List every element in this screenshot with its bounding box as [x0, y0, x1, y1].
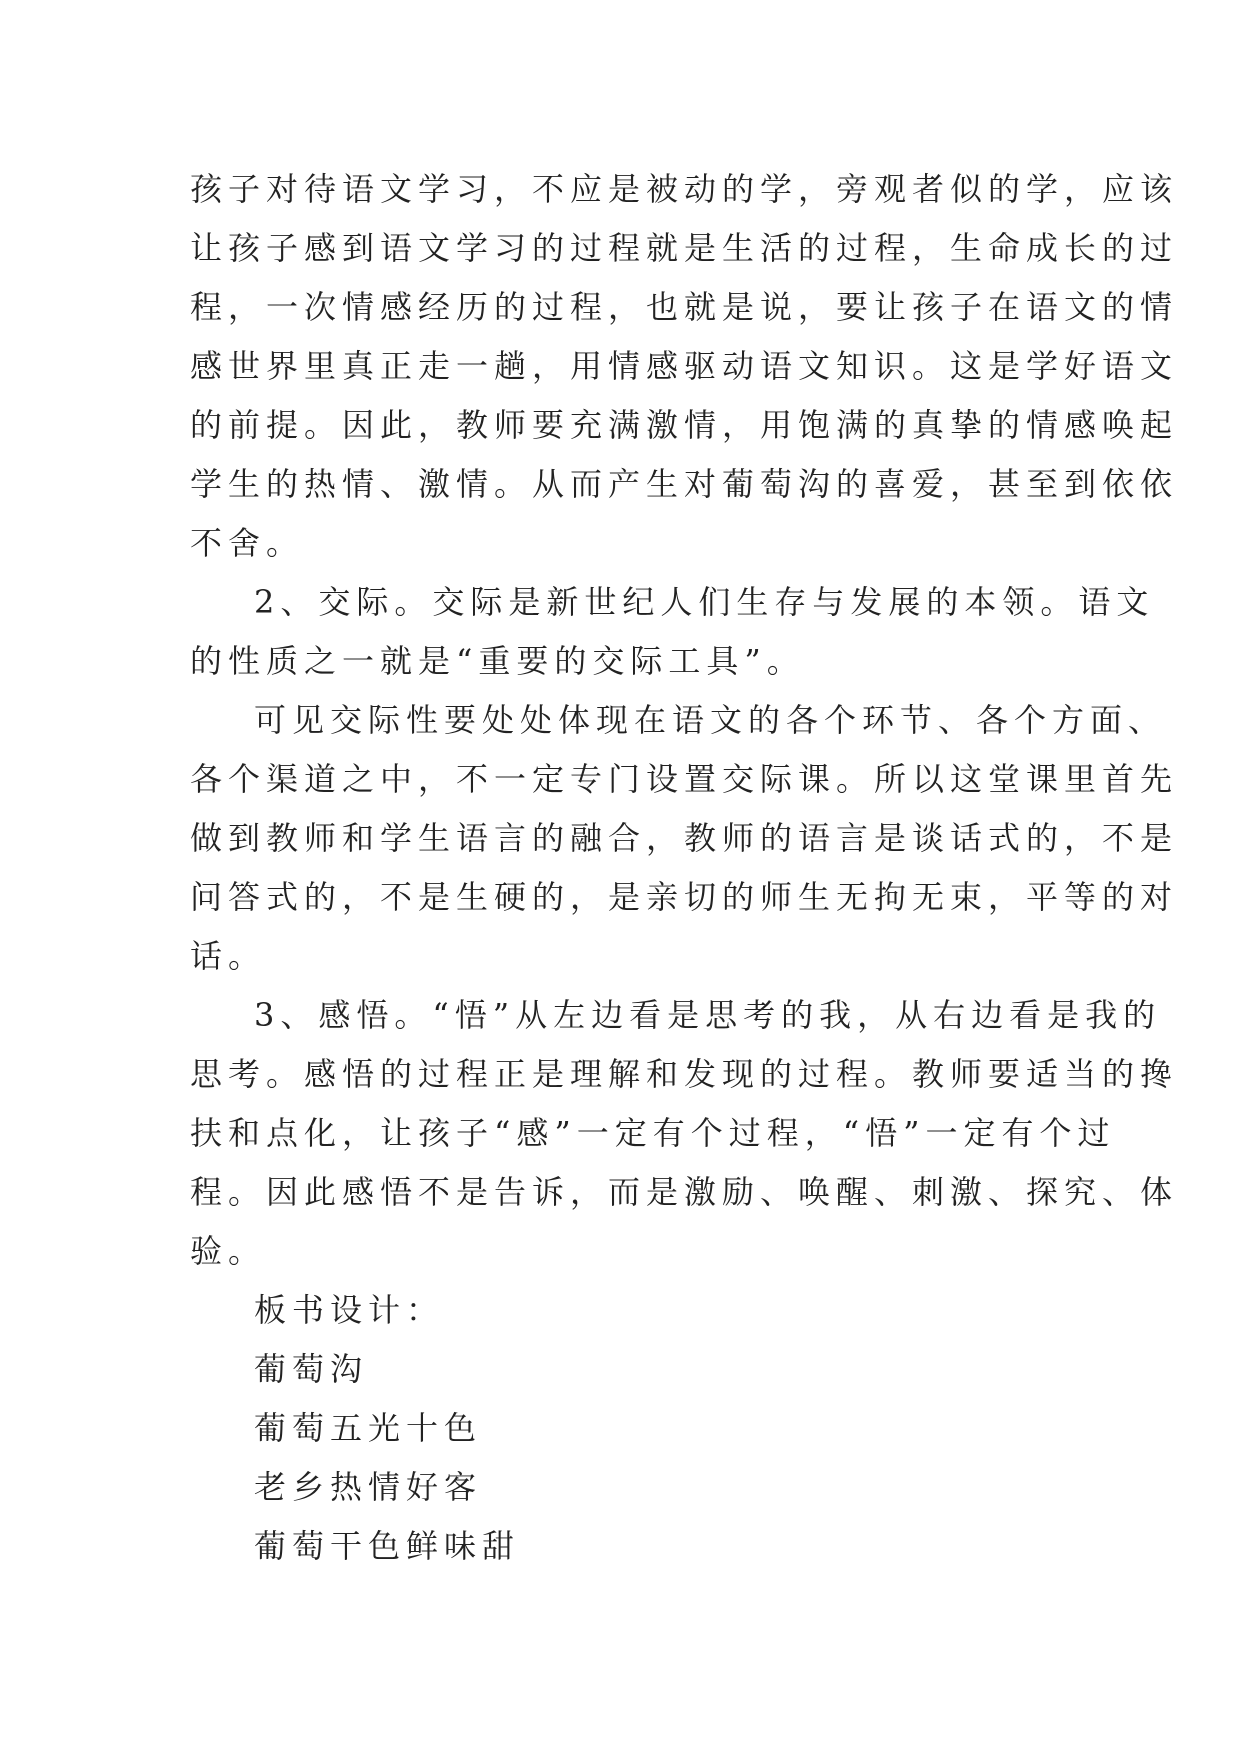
text-line: 不舍。: [190, 524, 305, 562]
text-line: 让孩子感到语文学习的过程就是生活的过程，生命成长的过: [190, 229, 1179, 267]
text-line: 老乡热情好客: [254, 1468, 483, 1506]
text-line: 扶和点化，让孩子“感”一定有个过程，“悟”一定有个过: [190, 1114, 1116, 1152]
text-line: 葡萄沟: [254, 1350, 369, 1388]
text-line: 程，一次情感经历的过程，也就是说，要让孩子在语文的情: [190, 288, 1179, 326]
text-line: 验。: [190, 1232, 267, 1270]
text-line: 感世界里真正走一趟，用情感驱动语文知识。这是学好语文: [190, 347, 1179, 385]
text-line: 各个渠道之中，不一定专门设置交际课。所以这堂课里首先: [190, 760, 1179, 798]
paragraph-continuation: [190, 160, 1179, 573]
document-body: [190, 160, 1179, 1576]
text-line: 话。: [190, 937, 267, 975]
text-line: 葡萄五光十色: [254, 1409, 483, 1447]
blackboard-line-2: [190, 1458, 1060, 1517]
paragraph-communication: [190, 573, 1155, 691]
text-line: 程。因此感悟不是告诉，而是激励、唤醒、刺激、探究、体: [190, 1173, 1179, 1211]
text-line: 葡萄干色鲜味甜: [254, 1527, 521, 1565]
text-line: 学生的热情、激情。从而产生对葡萄沟的喜爱，甚至到依依: [190, 465, 1179, 503]
text-line: 3、感悟。“悟”从左边看是思考的我，从右边看是我的: [254, 996, 1162, 1034]
blackboard-line-title: [190, 1340, 1060, 1399]
text-line: 2、交际。交际是新世纪人们生存与发展的本领。语文: [254, 583, 1155, 621]
paragraph-insight: [190, 986, 1179, 1281]
text-line: 问答式的，不是生硬的，是亲切的师生无拘无束，平等的对: [190, 878, 1179, 916]
text-line: 思考。感悟的过程正是理解和发现的过程。教师要适当的搀: [190, 1055, 1179, 1093]
text-line: 孩子对待语文学习，不应是被动的学，旁观者似的学，应该: [190, 170, 1179, 208]
text-line: 可见交际性要处处体现在语文的各个环节、各个方面、: [254, 701, 1167, 739]
text-line: 板书设计：: [254, 1291, 445, 1329]
blackboard-line-3: [190, 1517, 1060, 1576]
text-line: 的性质之一就是“重要的交际工具”。: [190, 642, 805, 680]
text-line: 的前提。因此，教师要充满激情，用饱满的真挚的情感唤起: [190, 406, 1179, 444]
blackboard-line-1: [190, 1399, 1060, 1458]
blackboard-design-heading: [190, 1281, 1060, 1340]
text-line: 做到教师和学生语言的融合，教师的语言是谈话式的，不是: [190, 819, 1179, 857]
paragraph-communication-detail: [190, 691, 1179, 986]
